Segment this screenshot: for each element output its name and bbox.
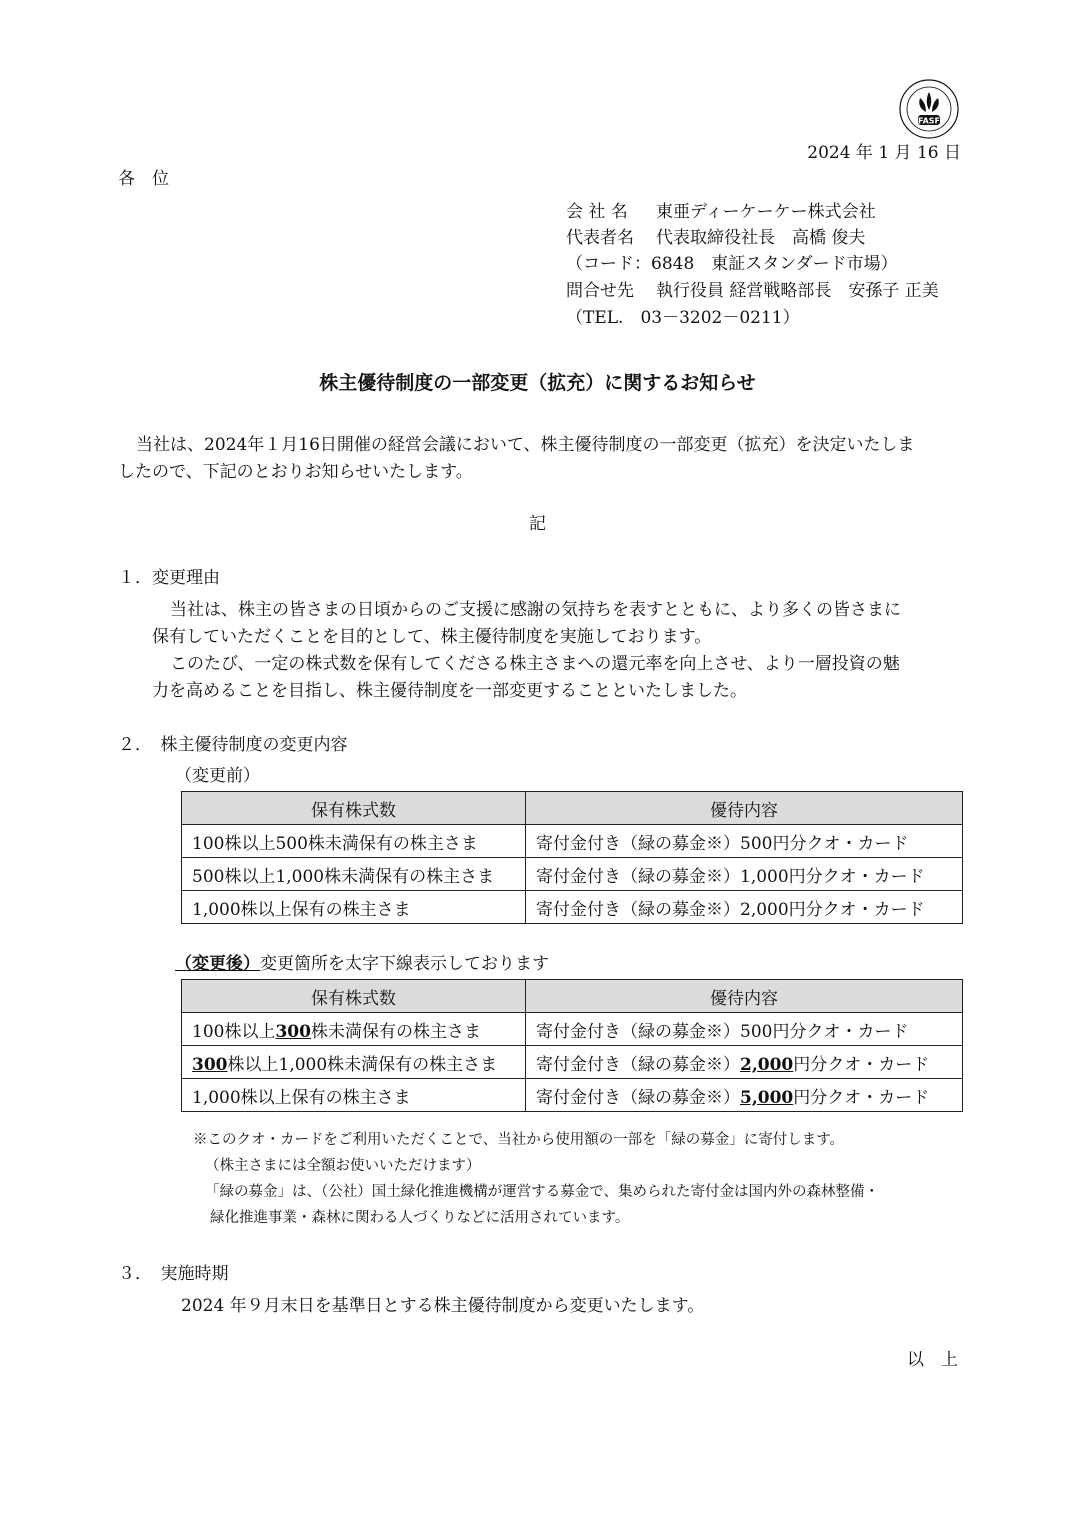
table-row	[182, 825, 963, 858]
before-table-header	[182, 792, 963, 825]
footnotes	[193, 1127, 879, 1231]
col-shares-header: 保有株式数	[182, 792, 526, 825]
footnote-line-4: 緑化推進事業・森林に関わる人づくりなどに活用されています。	[210, 1210, 630, 1226]
intro-line-1: 当社は、2024年１月16日開催の経営会議において、株主優待制度の一部変更（拡充）を決定いたしま	[136, 435, 915, 455]
before-table	[181, 791, 963, 924]
ki-mark: 記	[529, 514, 546, 534]
section1-body	[152, 597, 901, 705]
after-label: （変更後）	[175, 954, 260, 974]
section1-line-1: 当社は、株主の皆さまの日頃からのご支援に感謝の気持ちを表すとともに、より多くの皆さまに	[170, 600, 901, 620]
company-name-row	[566, 197, 876, 222]
shares-cell: 100株以上300株未満保有の株主さま	[182, 1013, 526, 1046]
section3-text: 2024 年９月末日を基準日とする株主優待制度から変更いたします。	[181, 1296, 705, 1316]
shares-cell: 100株以上500株未満保有の株主さま	[182, 825, 526, 858]
benefit-cell: 寄付金付き（緑の募金※）1,000円分クオ・カード	[526, 858, 963, 891]
release-date: 2024 年 1 月 16 日	[807, 143, 961, 163]
section1-line-2: 保有していただくことを目的として、株主優待制度を実施しております。	[152, 627, 712, 647]
col-benefit-header: 優待内容	[526, 980, 963, 1013]
stock-code: （コード：6848 東証スタンダード市場）	[566, 254, 898, 274]
shares-cell: 1,000株以上保有の株主さま	[182, 891, 526, 924]
footnote-line-2: （株主さまには全額お使いいただけます）	[205, 1158, 481, 1174]
col-benefit-header: 優待内容	[526, 792, 963, 825]
footnote-line-1: ※このクオ・カードをご利用いただくことで、当社から使用額の一部を「緑の募金」に寄付します。	[193, 1132, 845, 1148]
contact-row	[566, 276, 939, 301]
after-note: 変更箇所を太字下線表示しております	[260, 954, 549, 974]
telephone: （TEL. 03－3202－0211）	[566, 308, 800, 328]
benefit-cell: 寄付金付き（緑の募金※）500円分クオ・カード	[526, 1013, 963, 1046]
company-name-label: 会 社 名	[566, 202, 628, 222]
benefit-cell: 寄付金付き（緑の募金※）500円分クオ・カード	[526, 825, 963, 858]
col-shares-header: 保有株式数	[182, 980, 526, 1013]
fasf-emblem-icon	[898, 78, 960, 140]
section1-line-4: 力を高めることを目指し、株主優待制度を一部変更することといたしました。	[152, 681, 747, 701]
section3-heading: ３． 実施時期	[118, 1264, 229, 1284]
table-row	[182, 1013, 963, 1046]
benefit-cell: 寄付金付き（緑の募金※）5,000円分クオ・カード	[526, 1079, 963, 1112]
table-row	[182, 1079, 963, 1112]
table-row	[182, 858, 963, 891]
logo-label: FASF	[918, 116, 940, 126]
contact: 執行役員 経営戦略部長 安孫子 正美	[656, 281, 939, 301]
document-title: 株主優待制度の一部変更（拡充）に関するお知らせ	[319, 372, 756, 394]
representative: 代表取締役社長 高橋 俊夫	[656, 228, 866, 248]
fasf-logo	[898, 78, 960, 140]
changed-value: 2,000	[740, 1054, 794, 1075]
shares-cell: 1,000株以上保有の株主さま	[182, 1079, 526, 1112]
after-table-header	[182, 980, 963, 1013]
after-table	[181, 979, 963, 1112]
closing: 以 上	[907, 1350, 958, 1370]
representative-row	[566, 223, 865, 248]
table-row	[182, 891, 963, 924]
changed-value: 5,000	[740, 1087, 794, 1108]
section2-heading: ２． 株主優待制度の変更内容	[118, 735, 348, 755]
company-name: 東亜ディーケーケー株式会社	[656, 202, 876, 222]
benefit-cell: 寄付金付き（緑の募金※）2,000円分クオ・カード	[526, 891, 963, 924]
table-row	[182, 1046, 963, 1079]
section1-line-3: このたび、一定の株式数を保有してくださる株主さまへの還元率を向上させ、より一層投資の魅	[170, 654, 900, 674]
before-label: （変更前）	[175, 766, 260, 786]
shares-cell: 500株以上1,000株未満保有の株主さま	[182, 858, 526, 891]
after-label-row	[175, 956, 549, 973]
intro-paragraph	[118, 432, 915, 486]
intro-line-2: したので、下記のとおりお知らせいたします。	[118, 462, 473, 482]
changed-value: 300	[275, 1021, 311, 1042]
shares-cell: 300株以上1,000株未満保有の株主さま	[182, 1046, 526, 1079]
representative-label: 代表者名	[566, 228, 634, 248]
benefit-cell: 寄付金付き（緑の募金※）2,000円分クオ・カード	[526, 1046, 963, 1079]
footnote-line-3: 「緑の募金」は、（公社）国土緑化推進機構が運営する募金で、集められた寄付金は国内外の森林整備・	[205, 1184, 879, 1200]
section1-heading: １．変更理由	[118, 568, 220, 588]
addressee: 各 位	[118, 169, 169, 189]
changed-value: 300	[192, 1054, 228, 1075]
contact-label: 問合せ先	[566, 281, 634, 301]
